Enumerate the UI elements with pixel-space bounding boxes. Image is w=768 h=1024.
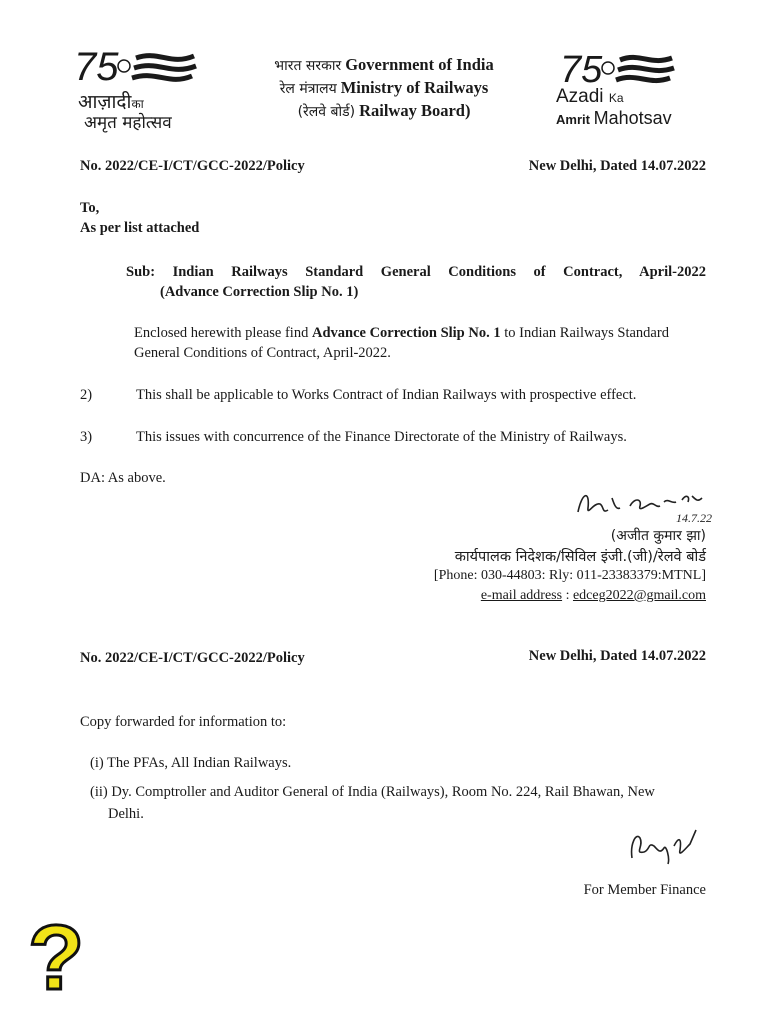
copy-letter-date: New Delhi, Dated 14.07.2022 xyxy=(528,648,706,664)
letter-number: No. 2022/CE-I/CT/GCC-2022/Policy xyxy=(80,158,305,174)
email-link[interactable]: edceg2022@gmail.com xyxy=(572,588,706,603)
logo-hindi-line1: आज़ादीका xyxy=(78,91,144,113)
logo-75-flag-icon xyxy=(552,48,702,88)
question-mark-icon: ? xyxy=(28,907,85,1009)
signatory-designation: कार्यपालक निदेशक/सिविल इंजी.(जी)/रेलवे बोर्ड xyxy=(454,549,706,565)
logo-number: 75 xyxy=(560,49,603,88)
logo-number: 75 xyxy=(74,45,119,89)
header-ministry: रेल मंत्रालय Ministry of Railways xyxy=(279,78,489,97)
copy-recipient-2: (ii) Dy. Comptroller and Auditor General of India (Railways), Room No. 224, Rail Bhawan, New xyxy=(90,784,655,800)
subject-line1: Sub: Indian Railways Standard General Conditions of Contract, April-2022 xyxy=(126,264,706,280)
for-member-finance: For Member Finance xyxy=(583,882,706,898)
paragraph-1: Enclosed herewith please find Advance Correction Slip No. 1 to Indian Railways Standard xyxy=(134,325,669,341)
copy-recipient-1: (i) The PFAs, All Indian Railways. xyxy=(90,755,292,771)
letter-date: New Delhi, Dated 14.07.2022 xyxy=(528,158,706,174)
copy-recipient-2-line2: Delhi. xyxy=(108,806,144,822)
handwritten-signature-icon xyxy=(572,484,732,526)
handwritten-signature-icon xyxy=(626,824,702,870)
to-label: To, xyxy=(80,200,100,216)
subject-line2: (Advance Correction Slip No. 1) xyxy=(160,284,359,300)
paragraph-2-text: This shall be applicable to Works Contract of Indian Railways with prospective effect. xyxy=(136,387,637,403)
signatory-name: (अजीत कुमार झा) xyxy=(610,528,706,544)
copy-forwarded-intro: Copy forwarded for information to: xyxy=(80,714,287,730)
logo-english-line2: Amrit Mahotsav xyxy=(556,108,672,128)
da-enclosure: DA: As above. xyxy=(80,470,166,486)
paragraph-2-number: 2) xyxy=(80,387,93,403)
to-list: As per list attached xyxy=(80,220,200,236)
header-government: भारत सरकार Government of India xyxy=(274,55,494,74)
paragraph-1-line2: General Conditions of Contract, April-2022. xyxy=(134,345,391,361)
header-board: (रेलवे बोर्ड) Railway Board) xyxy=(297,101,471,120)
copy-letter-number: No. 2022/CE-I/CT/GCC-2022/Policy xyxy=(80,650,305,666)
logo-hindi-line2: अमृत महोत्सव xyxy=(84,113,172,133)
paragraph-3-text: This issues with concurrence of the Finance Directorate of the Ministry of Railways. xyxy=(136,429,627,445)
signature-date: 14.7.22 xyxy=(676,511,712,525)
signatory-phone: [Phone: 030-44803: Rly: 011-23383379:MTNL] xyxy=(433,568,706,583)
azadi-ka-amrit-mahotsav-logo-english xyxy=(552,48,702,134)
paragraph-3-number: 3) xyxy=(80,429,93,445)
logo-english-line1: Azadi Ka xyxy=(556,86,624,107)
signatory-email-line: e-mail address : edceg2022@gmail.com xyxy=(480,588,706,603)
